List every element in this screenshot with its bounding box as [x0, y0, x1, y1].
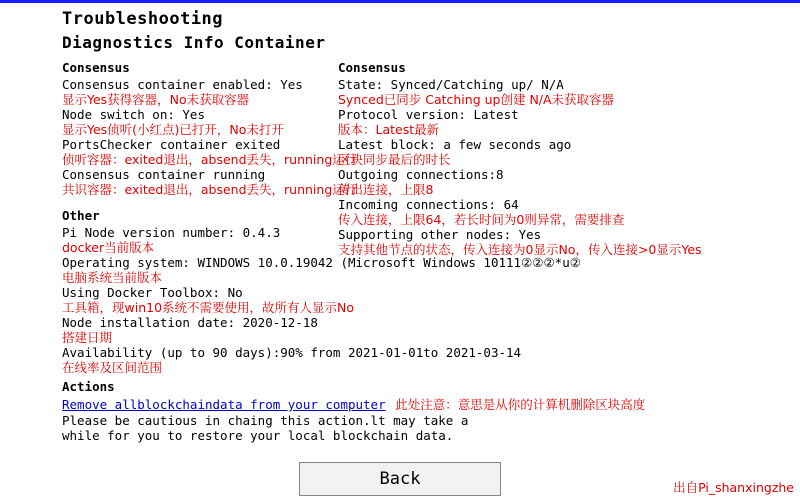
diagnostic-note: 工具箱，现win10系统不需要使用，故所有人显示No [62, 300, 355, 315]
diagnostic-row: Operating system: WINDOWS 10.0.19042 (Microsoft Windows 10111②②②*u② [62, 255, 581, 270]
diagnostic-row: State: Synced/Catching up/ N/A [338, 77, 564, 92]
diagnostic-row: Supporting other nodes: Yes [338, 227, 542, 242]
spacer [62, 197, 330, 206]
diagnostic-note: docker当前版本 [62, 240, 155, 255]
diagnostic-note: 共识容器：exited退出，absend丢失，running运行 [62, 182, 358, 197]
diagnostic-row: Consensus container enabled: Yes [62, 77, 303, 92]
other-heading: Other [62, 208, 100, 223]
caution-line-1: Please be cautious in chaing this action.lt may take a [62, 413, 469, 428]
remove-blockchain-data-note: 此处注意：意思是从你的计算机删除区块高度 [395, 397, 646, 412]
diagnostic-note: 电脑系统当前版本 [62, 270, 163, 285]
diagnostic-row: Incoming connections: 64 [338, 197, 519, 212]
back-button[interactable]: Back [299, 462, 501, 496]
diagnostic-note: 版本：Latest最新 [338, 122, 440, 137]
diagnostic-row: Node switch on: Yes [62, 107, 205, 122]
diagnostic-note: 在线率及区间范围 [62, 360, 163, 375]
credit-watermark: 出自Pi_shanxingzhe [673, 480, 794, 495]
right-column [330, 58, 730, 443]
diagnostic-note: 搭建日期 [62, 330, 113, 345]
page-title: Troubleshooting [62, 9, 224, 29]
diagnostic-row: Using Docker Toolbox: No [62, 285, 243, 300]
remove-blockchain-data-row [62, 394, 646, 413]
diagnostic-row: Protocol version: Latest [338, 107, 519, 122]
diagnostic-row: PortsChecker container exited [62, 137, 281, 152]
diagnostic-note: 传入连接，上限64，若长时间为0则异常，需要排查 [338, 212, 625, 227]
remove-blockchain-data-link[interactable]: Remove allblockchaindata from your computer [62, 397, 386, 412]
left-consensus-heading: Consensus [62, 60, 130, 75]
actions-heading: Actions [62, 379, 115, 394]
diagnostic-row: Consensus container running [62, 167, 266, 182]
diagnostic-note: 显示Yes侦听(小红点)已打开，No未打开 [62, 122, 284, 137]
caution-line-2: while for you to restore your local blockchain data. [62, 428, 454, 443]
content-columns [0, 54, 800, 443]
diagnostic-note: 支持其他节点的状态，传入连接为0显示No，传入连接>0显示Yes [338, 242, 702, 257]
page-subtitle: Diagnostics Info Container [62, 33, 326, 52]
diagnostic-note: 侦听容器：exited退出，absend丢失，running运行 [62, 152, 358, 167]
diagnostic-note: 区块同步最后的时长 [338, 152, 451, 167]
diagnostic-row: Availability (up to 90 days):90% from 2021-01-01to 2021-03-14 [62, 345, 522, 360]
diagnostic-note: Synced已同步 Catching up创建 N/A未获取容器 [338, 92, 615, 107]
right-consensus-heading: Consensus [338, 60, 406, 75]
diagnostic-row: Latest block: a few seconds ago [338, 137, 572, 152]
diagnostic-row: Node installation date: 2020-12-18 [62, 315, 318, 330]
diagnostic-note: 显示Yes获得容器，No未获取容器 [62, 92, 250, 107]
diagnostic-note: 传出连接，上限8 [338, 182, 434, 197]
diagnostic-row: Pi Node version number: 0.4.3 [62, 225, 281, 240]
diagnostic-row: Outgoing connections:8 [338, 167, 504, 182]
